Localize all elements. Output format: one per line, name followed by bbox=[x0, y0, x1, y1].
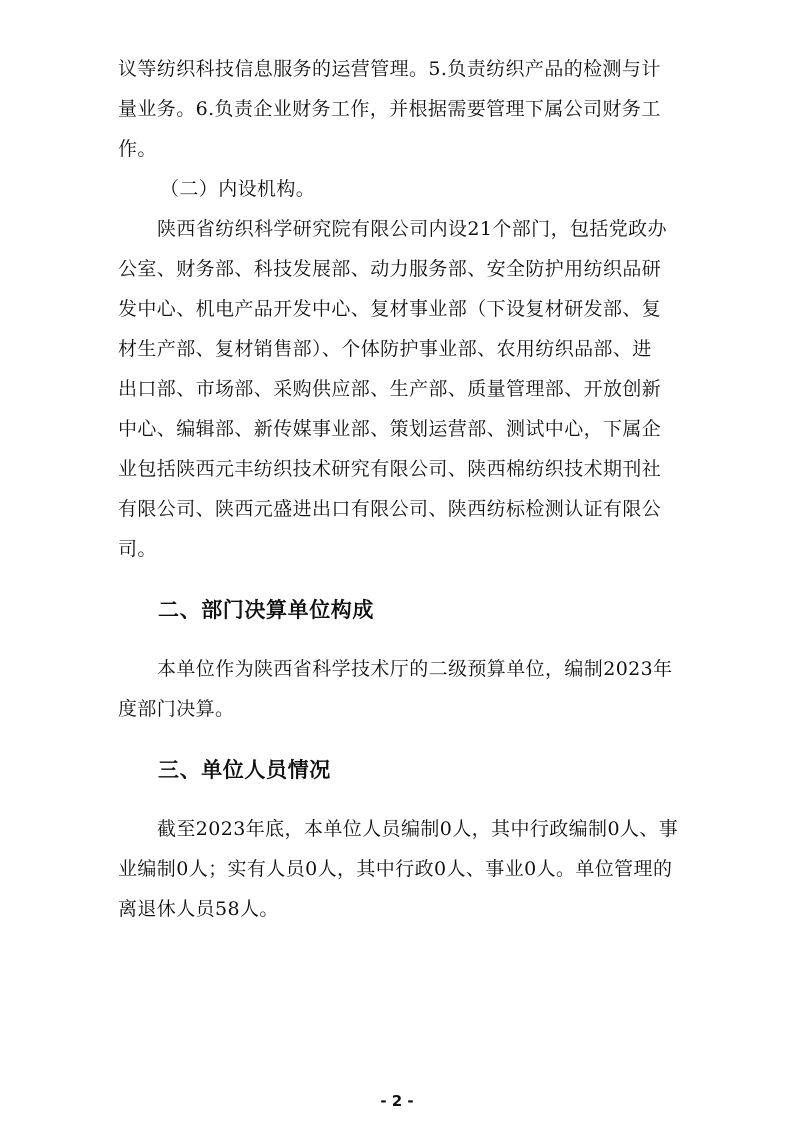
paragraph-line: 作。 bbox=[118, 138, 157, 160]
paragraph-line: 有限公司、陕西元盛进出口有限公司、陕西纺标检测认证有限公 bbox=[118, 498, 662, 520]
paragraph-line: 业包括陕西元丰纺织技术研究有限公司、陕西棉纺织技术期刊社 bbox=[118, 458, 662, 480]
paragraph-line: 材生产部、复材销售部）、个体防护事业部、农用纺织品部、进 bbox=[118, 338, 652, 360]
paragraph-line: 截至2023年底，本单位人员编制0人，其中行政编制0人、事 bbox=[157, 818, 679, 840]
page-number: - 2 - bbox=[380, 1092, 414, 1110]
paragraph-line: 公室、财务部、科技发展部、动力服务部、安全防护用纺织品研 bbox=[118, 258, 662, 280]
paragraph-line: 陕西省纺织科学研究院有限公司内设21个部门，包括党政办 bbox=[157, 218, 667, 240]
internal-structure-heading: （二）内设机构。 bbox=[160, 178, 316, 200]
paragraph-line: 出口部、市场部、采购供应部、生产部、质量管理部、开放创新 bbox=[118, 378, 662, 400]
section-three-heading: 三、单位人员情况 bbox=[158, 758, 331, 782]
paragraph-line: 量业务。6.负责企业财务工作，并根据需要管理下属公司财务工 bbox=[118, 98, 661, 120]
paragraph-line: 司。 bbox=[118, 538, 157, 560]
paragraph-line: 离退休人员58人。 bbox=[118, 898, 279, 920]
paragraph-line: 度部门决算。 bbox=[118, 698, 235, 720]
paragraph-line: 中心、编辑部、新传媒事业部、策划运营部、测试中心，下属企 bbox=[118, 418, 662, 440]
paragraph-line: 业编制0人；实有人员0人，其中行政0人、事业0人。单位管理的 bbox=[118, 858, 673, 880]
paragraph-line: 本单位作为陕西省科学技术厅的二级预算单位，编制2023年 bbox=[157, 658, 673, 680]
paragraph-line: 发中心、机电产品开发中心、复材事业部（下设复材研发部、复 bbox=[118, 298, 662, 320]
paragraph-line: 议等纺织科技信息服务的运营管理。5.负责纺织产品的检测与计 bbox=[118, 58, 661, 80]
section-two-heading: 二、部门决算单位构成 bbox=[158, 598, 374, 622]
